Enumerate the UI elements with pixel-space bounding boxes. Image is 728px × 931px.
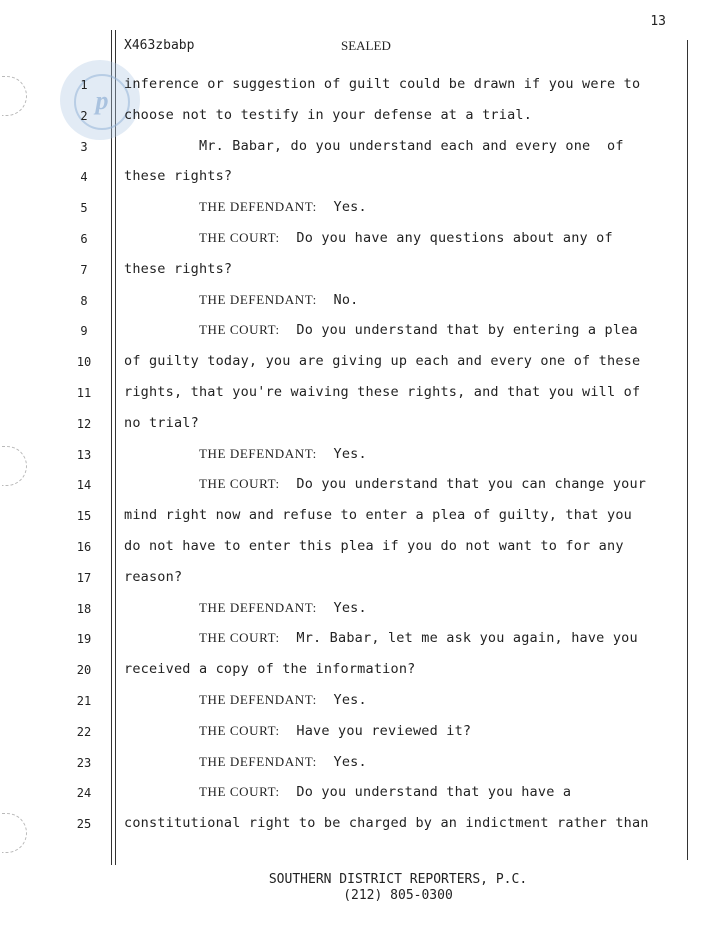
line-text: inference or suggestion of guilt could be drawn if you were to (124, 76, 641, 92)
spoken-text: Yes. (333, 199, 367, 216)
line-number: 11 (76, 386, 92, 400)
spoken-text: Yes. (333, 692, 367, 708)
line-text: received a copy of the information? (124, 661, 416, 678)
line-number: 8 (80, 293, 88, 308)
transcript-line (0, 503, 728, 533)
transcript-line (0, 626, 728, 656)
line-number: 23 (76, 755, 92, 770)
transcript-line (0, 380, 728, 410)
speaker-label: THE DEFENDANT: (198, 753, 317, 769)
line-number: 17 (76, 570, 92, 585)
line-number: 5 (80, 201, 88, 216)
transcript-line (0, 442, 728, 472)
footer-reporter: SOUTHERN DISTRICT REPORTERS, P.C. (268, 872, 528, 887)
speaker-label: THE COURT: (198, 476, 280, 492)
line-text (124, 199, 367, 215)
transcript-line (0, 134, 728, 164)
line-text (124, 754, 367, 770)
line-number: 21 (76, 694, 92, 708)
line-text (124, 723, 471, 739)
line-number: 14 (76, 478, 92, 493)
spoken-text: Mr. Babar, let me ask you again, have you (296, 630, 638, 647)
footer-phone: (212) 805-0300 (343, 888, 453, 903)
line-number: 2 (80, 108, 88, 123)
transcript-line (0, 103, 728, 133)
spoken-text: Do you understand that you have a (296, 784, 572, 801)
transcript-line (0, 72, 728, 102)
line-number: 13 (76, 447, 92, 462)
line-number: 1 (80, 78, 88, 92)
line-number: 20 (76, 663, 92, 678)
line-text (124, 784, 571, 800)
speaker-label: THE DEFENDANT: (198, 692, 317, 707)
line-number: 15 (76, 509, 92, 524)
transcript-line (0, 164, 728, 194)
line-text (124, 322, 638, 338)
line-text (124, 230, 613, 246)
spoken-text: Yes. (333, 599, 367, 616)
line-number: 18 (76, 601, 92, 616)
speaker-label: THE COURT: (198, 230, 280, 245)
speaker-label: THE DEFENDANT: (198, 291, 317, 307)
speaker-label: THE DEFENDANT: (198, 599, 317, 615)
transcript-line (0, 780, 728, 810)
transcript-line (0, 534, 728, 564)
transcript-line (0, 719, 728, 749)
line-number: 19 (76, 632, 92, 647)
transcript-line (0, 349, 728, 379)
transcript-line (0, 657, 728, 687)
transcript-line (0, 472, 728, 502)
spoken-text: Do you understand that by entering a plea (296, 322, 638, 339)
speaker-label: THE COURT: (198, 322, 280, 338)
line-number: 25 (76, 817, 92, 832)
line-number: 24 (76, 786, 92, 801)
line-number: 22 (76, 724, 92, 739)
speaker-label: THE DEFENDANT: (198, 199, 317, 215)
line-number: 9 (80, 324, 88, 339)
watermark-logo: p (74, 74, 130, 130)
line-text: reason? (124, 568, 183, 585)
transcript-line (0, 257, 728, 287)
transcript-line (0, 596, 728, 626)
line-text: of guilty today, you are giving up each and every one of these (124, 353, 641, 370)
line-text (124, 446, 367, 462)
line-text: constitutional right to be charged by an indictment rather than (124, 815, 649, 832)
line-text (124, 600, 367, 616)
transcript-line (0, 226, 728, 256)
line-text: rights, that you're waiving these rights, and that you will of (124, 384, 641, 400)
spoken-text: Do you understand that you can change your (296, 476, 647, 493)
line-number: 10 (76, 355, 92, 370)
spoken-text: Have you reviewed it? (296, 722, 472, 739)
spoken-text: Yes. (333, 753, 367, 770)
line-text (124, 630, 638, 646)
transcript-line (0, 318, 728, 348)
speaker-label: THE DEFENDANT: (198, 445, 317, 461)
line-number: 6 (80, 232, 88, 246)
line-number: 16 (76, 540, 92, 554)
spoken-text: No. (333, 291, 359, 308)
speaker-label: THE COURT: (198, 784, 280, 800)
line-number: 3 (80, 139, 88, 154)
line-text (124, 476, 646, 492)
page-number: 13 (650, 14, 666, 29)
speaker-label: THE COURT: (198, 722, 280, 738)
line-text (124, 292, 358, 308)
line-text: no trial? (124, 414, 199, 431)
line-text: choose not to testify in your defense at a trial. (124, 106, 533, 123)
transcript-line (0, 411, 728, 441)
line-text: these rights? (124, 260, 233, 277)
case-id-header: X463zbabp (124, 38, 195, 53)
line-number: 12 (76, 416, 92, 431)
speaker-label: THE COURT: (198, 630, 280, 646)
transcript-line (0, 195, 728, 225)
spoken-text: Yes. (333, 445, 367, 462)
transcript-line (0, 811, 728, 841)
line-number: 7 (80, 262, 88, 277)
line-text: mind right now and refuse to enter a plea of guilty, that you (124, 507, 632, 524)
spoken-text: Do you have any questions about any of (296, 230, 613, 246)
line-text (124, 692, 367, 708)
transcript-line (0, 688, 728, 718)
line-text: do not have to enter this plea if you do not want to for any (124, 538, 624, 554)
sealed-header: SEALED (341, 38, 391, 53)
line-number: 4 (80, 170, 88, 185)
transcript-line (0, 565, 728, 595)
line-text: Mr. Babar, do you understand each and every one of (124, 137, 624, 154)
line-text: these rights? (124, 168, 233, 185)
transcript-line (0, 750, 728, 780)
transcript-line (0, 288, 728, 318)
